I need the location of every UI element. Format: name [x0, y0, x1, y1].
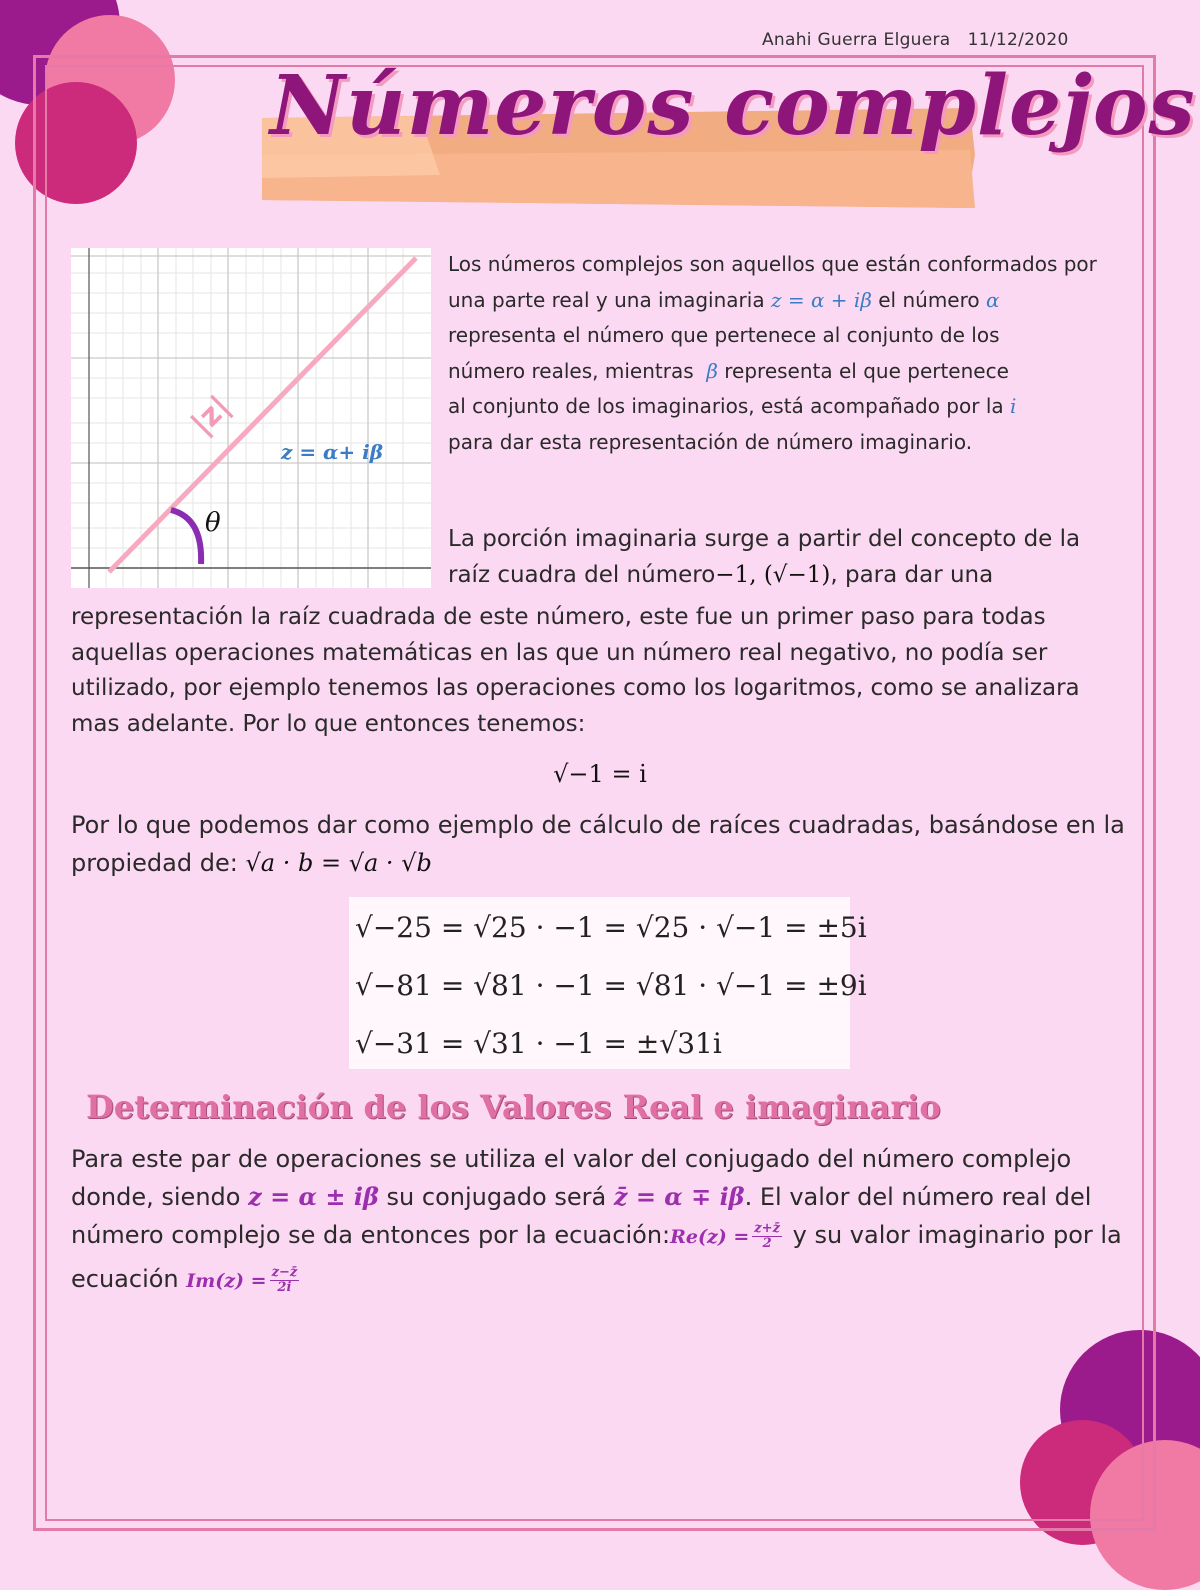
equation-label: z = α+ iβ — [281, 440, 384, 464]
author-date: Anahi Guerra Elguera 11/12/2020 — [762, 30, 1069, 50]
det-line-1: Para este par de operaciones se utiliza el valor del conjugado del número complejo — [71, 1145, 1072, 1173]
example-row-1: √−25 = √25 · −1 = √25 · √−1 = ±5i — [355, 911, 867, 944]
section-heading: Determinación de los Valores Real e imaginario — [86, 1088, 941, 1126]
intro-line-3: representa el número que pertenece al conjunto de los — [448, 323, 1000, 347]
imag-line-6: mas adelante. Por lo que entonces tenemos: — [71, 710, 586, 737]
det-line-3: número complejo se da entonces por la ecuación:Re(z) = $\frac{z+z̄}{2}$ y su valor imaginario por la — [71, 1220, 1122, 1251]
intro-line-6: para dar esta representación de número imaginario. — [448, 429, 973, 454]
property-line-2: propiedad de: √a · b = √a · √b — [71, 849, 432, 877]
determination-paragraph — [71, 1140, 1141, 1300]
complex-plane-graph — [71, 248, 431, 588]
intro-line-1: Los números complejos son aquellos que están conformados por — [448, 252, 1097, 276]
sqrt-minus-one-equation: √−1 = i — [553, 760, 647, 788]
intro-line-2: una parte real y una imaginaria z = α + iβ el número α — [448, 287, 1000, 312]
complex-plane-figure — [71, 248, 431, 588]
det-line-2: donde, siendo z = α ± iβ su conjugado será z̄ = α ∓ iβ. El valor del número real del — [71, 1182, 1092, 1211]
intro-paragraph — [448, 247, 1138, 460]
imag-line-2: raíz cuadra del número−1, (√−1), para dar una — [448, 561, 994, 588]
im-fraction: $\frac{z-z̄}{2i}$ — [271, 1264, 298, 1295]
imag-line-3: representación la raíz cuadrada de este número, este fue un primer paso para todas — [71, 604, 1046, 630]
example-row-2: √−81 = √81 · −1 = √81 · √−1 = ±9i — [355, 969, 867, 1002]
imag-line-1: La porción imaginaria surge a partir del concepto de la — [448, 526, 1081, 552]
page-title: Números complejos — [270, 58, 1196, 154]
examples-box — [349, 897, 867, 1069]
modulus-label: |z| — [184, 389, 237, 442]
imag-paragraph-bottom — [71, 600, 1141, 742]
imag-line-4: aquellas operaciones matemáticas en las que un número real negativo, no podía ser — [71, 639, 1048, 666]
intro-line-4: número reales, mientras β representa el que pertenece — [448, 358, 1009, 383]
example-row-3: √−31 = √31 · −1 = ±√31i — [355, 1027, 722, 1060]
intro-line-5: al conjunto de los imaginarios, está acompañado por la i — [448, 394, 1017, 418]
re-fraction: $\frac{z+z̄}{2}$ — [754, 1220, 780, 1251]
det-line-4: ecuación Im(z) = $\frac{z-z̄}{2i}$ — [71, 1264, 298, 1295]
imag-paragraph-top — [448, 522, 1138, 593]
property-line-1: Por lo que podemos dar como ejemplo de cálculo de raíces cuadradas, basándose en la — [71, 811, 1125, 839]
angle-label: θ — [205, 508, 221, 538]
property-paragraph — [71, 806, 1141, 882]
imag-line-5: utilizado, por ejemplo tenemos las operaciones como los logaritmos, como se analizara — [71, 675, 1080, 701]
